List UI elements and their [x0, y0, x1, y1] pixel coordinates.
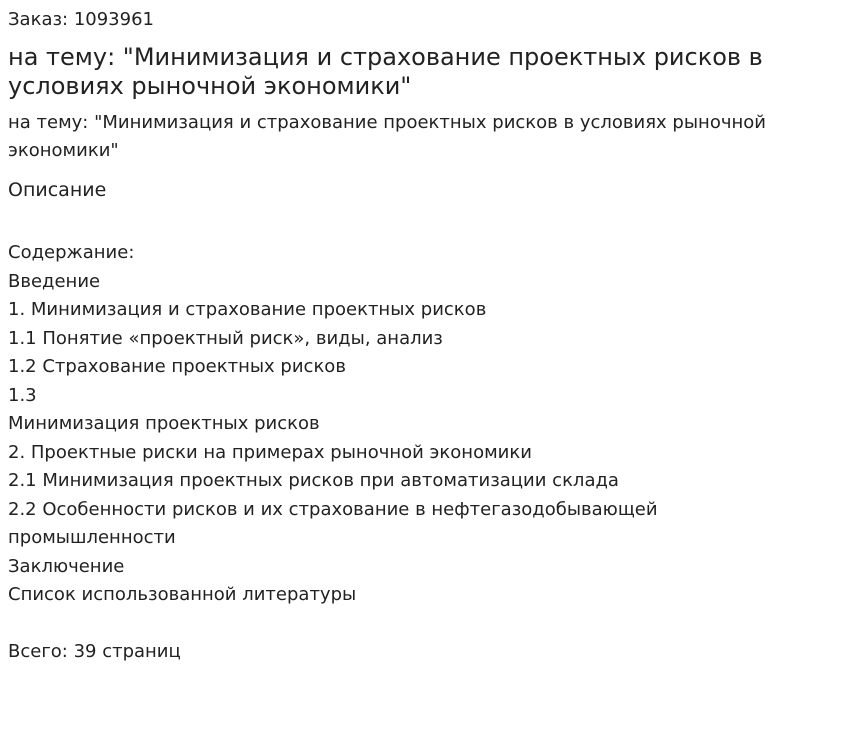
contents-item: 1.1 Понятие «проектный риск», виды, анализ — [8, 327, 443, 349]
contents-item: 1.2 Страхование проектных рисков — [8, 356, 346, 377]
contents-item: 1. Минимизация и страхование проектных рисков — [8, 299, 487, 320]
contents-item: Минимизация проектных рисков — [8, 413, 320, 434]
page-title: на тему: "Минимизация и страхование проектных рисков в условиях рыночной экономики" — [8, 43, 763, 100]
contents-item: Заключение — [8, 555, 125, 577]
contents-item: 2.1 Минимизация проектных рисков при автоматизации склада — [8, 470, 619, 491]
spacer — [8, 203, 839, 239]
contents-item: 1.3 — [8, 384, 37, 406]
contents-item: Введение — [8, 270, 101, 292]
contents-item: 2. Проектные риски на примерах рыночной экономики — [8, 441, 532, 463]
page-count: Всего: 39 страниц — [8, 641, 181, 662]
contents-item: Список использованной литературы — [8, 584, 357, 605]
spacer — [8, 610, 839, 639]
page-subtitle: на тему: "Минимизация и страхование проектных рисков в условиях рыночной экономики" — [8, 112, 766, 161]
table-of-contents — [8, 239, 839, 667]
contents-item: 2.2 Особенности рисков и их страхование в нефтегазодобывающей промышленности — [8, 498, 658, 548]
description-heading: Описание — [8, 179, 107, 201]
contents-heading: Содержание: — [8, 242, 135, 263]
order-number: Заказ: 1093961 — [8, 9, 154, 30]
